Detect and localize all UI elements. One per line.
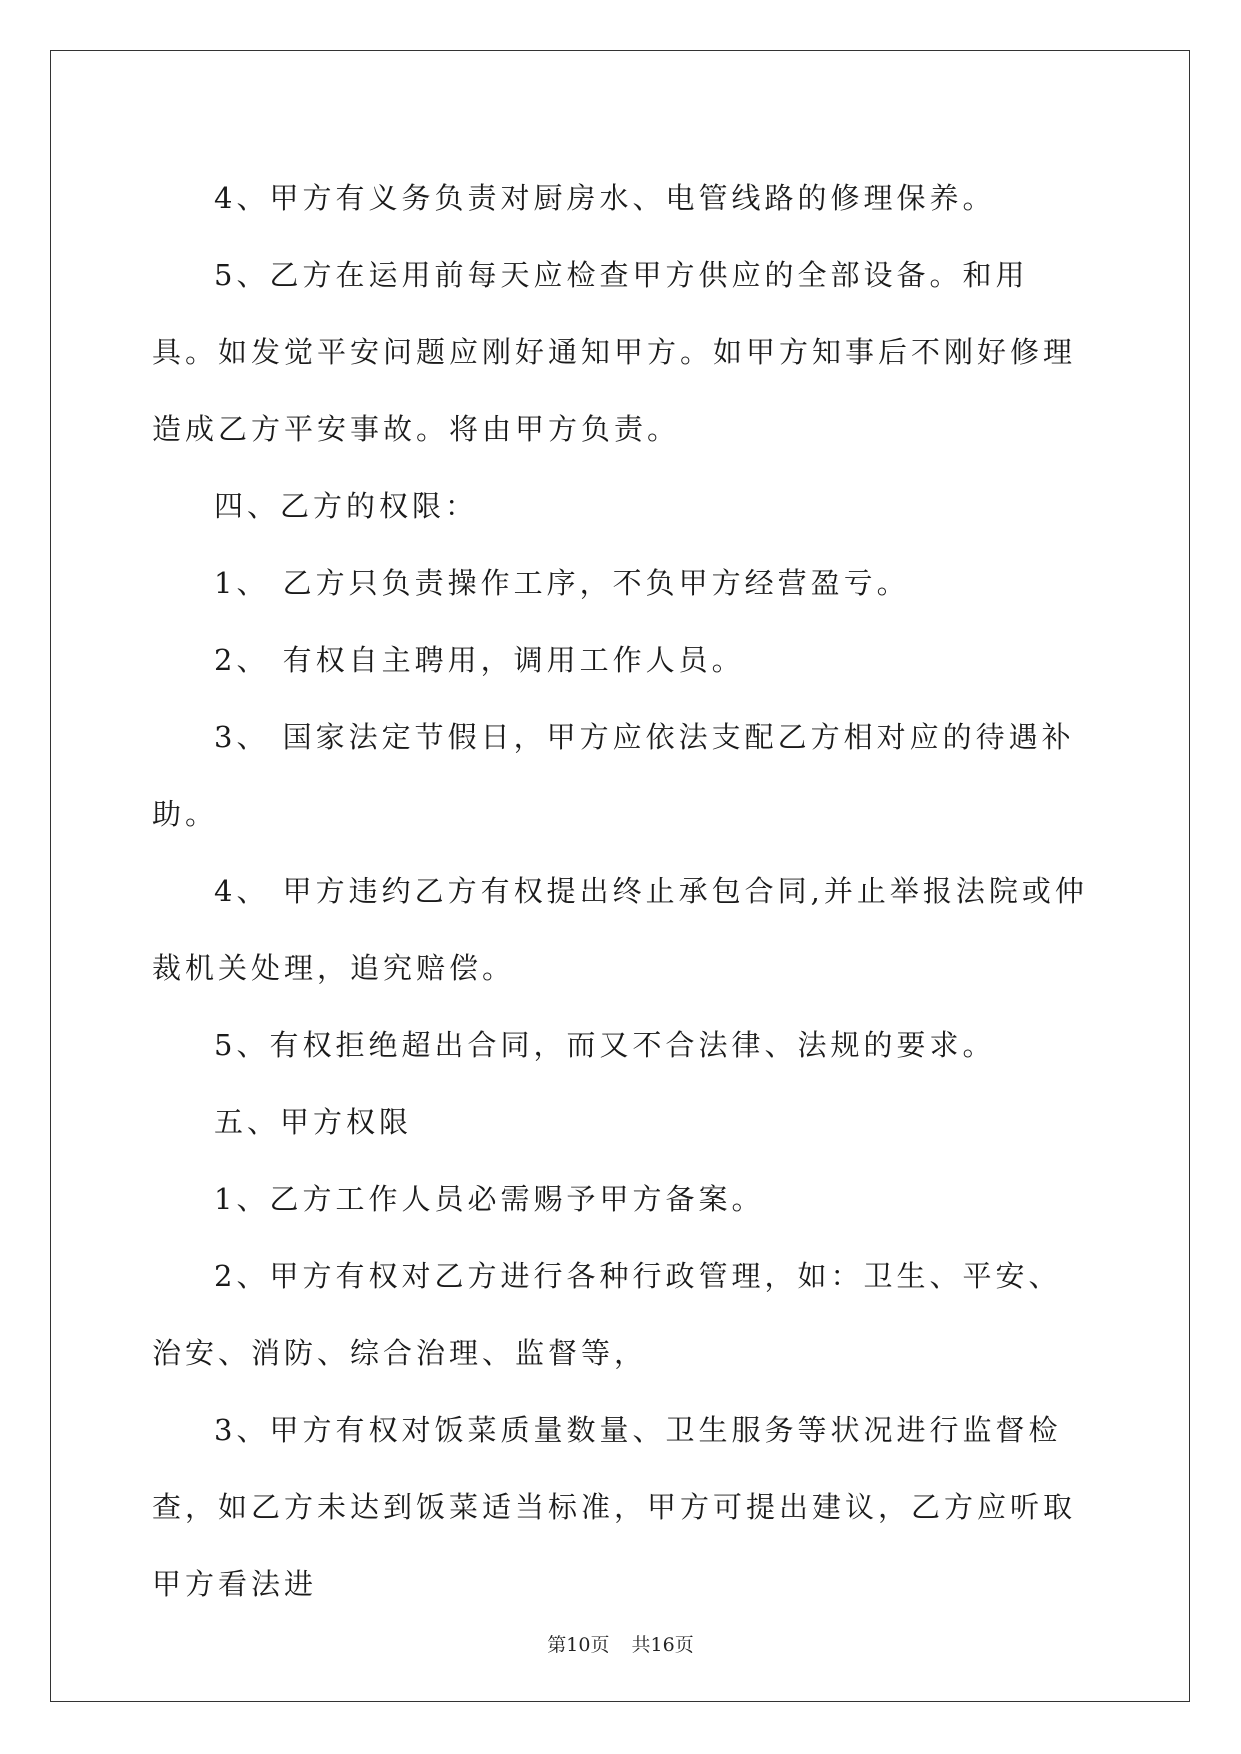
- paragraph: 4、 甲方违约乙方有权提出终止承包合同,并止举报法院或仲 裁机关处理，追究赔偿。: [152, 874, 1088, 985]
- page-footer: [0, 1630, 1241, 1657]
- section-heading: 四、乙方的权限：: [214, 489, 479, 523]
- page-number: 第10页: [547, 1634, 610, 1656]
- paragraph: 1、 乙方只负责操作工序，不负甲方经营盈亏。: [214, 566, 910, 600]
- section-heading: 五、甲方权限: [214, 1105, 413, 1139]
- paragraph: 3、甲方有权对饭菜质量数量、卫生服务等状况进行监督检查，如乙方未达到饭菜适当标准，甲方可提出建议，乙方应听取甲方看法进: [152, 1413, 1077, 1601]
- paragraph: 2、甲方有权对乙方进行各种行政管理，如：卫生、平安、治安、消防、综合治理、监督等，: [152, 1259, 1062, 1370]
- paragraph: 5、乙方在运用前每天应检查甲方供应的全部设备。和用具。如发觉平安问题应刚好通知甲方。如甲方知事后不刚好修理造成乙方平安事故。将由甲方负责。: [152, 258, 1077, 446]
- paragraph: 2、 有权自主聘用，调用工作人员。: [214, 643, 745, 677]
- page-count: 共16页: [631, 1634, 694, 1656]
- paragraph: 1、乙方工作人员必需赐予甲方备案。: [214, 1182, 765, 1216]
- document-body: [152, 160, 1092, 1623]
- paragraph: 3、 国家法定节假日，甲方应依法支配乙方相对应的待遇补助。: [152, 720, 1075, 831]
- paragraph: 5、有权拒绝超出合同，而又不合法律、法规的要求。: [214, 1028, 996, 1062]
- paragraph: 4、甲方有义务负责对厨房水、电管线路的修理保养。: [214, 181, 996, 215]
